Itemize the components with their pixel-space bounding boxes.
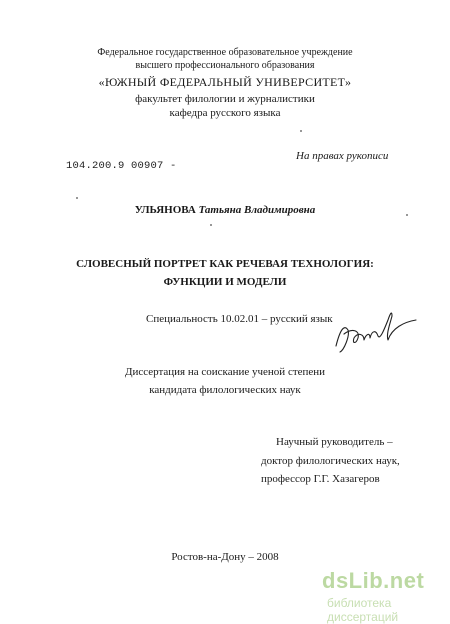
scan-speck	[210, 224, 212, 226]
university-name: «ЮЖНЫЙ ФЕДЕРАЛЬНЫЙ УНИВЕРСИТЕТ»	[98, 75, 352, 89]
scan-speck	[300, 130, 302, 132]
degree-line-2: кандидата филологических наук	[149, 384, 301, 396]
faculty-name: факультет филологии и журналистики	[135, 93, 315, 105]
signature-icon	[330, 300, 420, 360]
scan-speck	[76, 197, 78, 199]
watermark-logo: dsLib.net	[322, 568, 425, 593]
supervisor-line-3: профессор Г.Г. Хазагеров	[261, 473, 380, 485]
watermark-subtitle: библиотека диссертаций	[327, 596, 399, 624]
department-name: кафедра русского языка	[169, 107, 281, 119]
author-name	[0, 204, 450, 216]
supervisor-line-2: доктор филологических наук,	[261, 455, 400, 467]
supervisor-line-1: Научный руководитель –	[276, 436, 393, 448]
scan-speck	[406, 214, 408, 216]
author-surname: УЛЬЯНОВА	[134, 204, 196, 216]
education-level-line: высшего профессионального образования	[135, 60, 315, 71]
author-given-names: Татьяна Владимировна	[198, 204, 316, 216]
institution-type-line: Федеральное государственное образовательное учреждение	[97, 47, 353, 58]
title-line-1: СЛОВЕСНЫЙ ПОРТРЕТ КАК РЕЧЕВАЯ ТЕХНОЛОГИЯ:	[76, 258, 374, 270]
place-year: Ростов-на-Дону – 2008	[171, 551, 279, 563]
specialty: Специальность 10.02.01 – русский язык	[146, 313, 333, 325]
archive-code: 104.200.9 00907 -	[66, 160, 177, 172]
title-line-2: ФУНКЦИИ И МОДЕЛИ	[163, 276, 287, 288]
manuscript-note: На правах рукописи	[296, 150, 389, 162]
degree-line-1: Диссертация на соискание ученой степени	[124, 366, 326, 378]
